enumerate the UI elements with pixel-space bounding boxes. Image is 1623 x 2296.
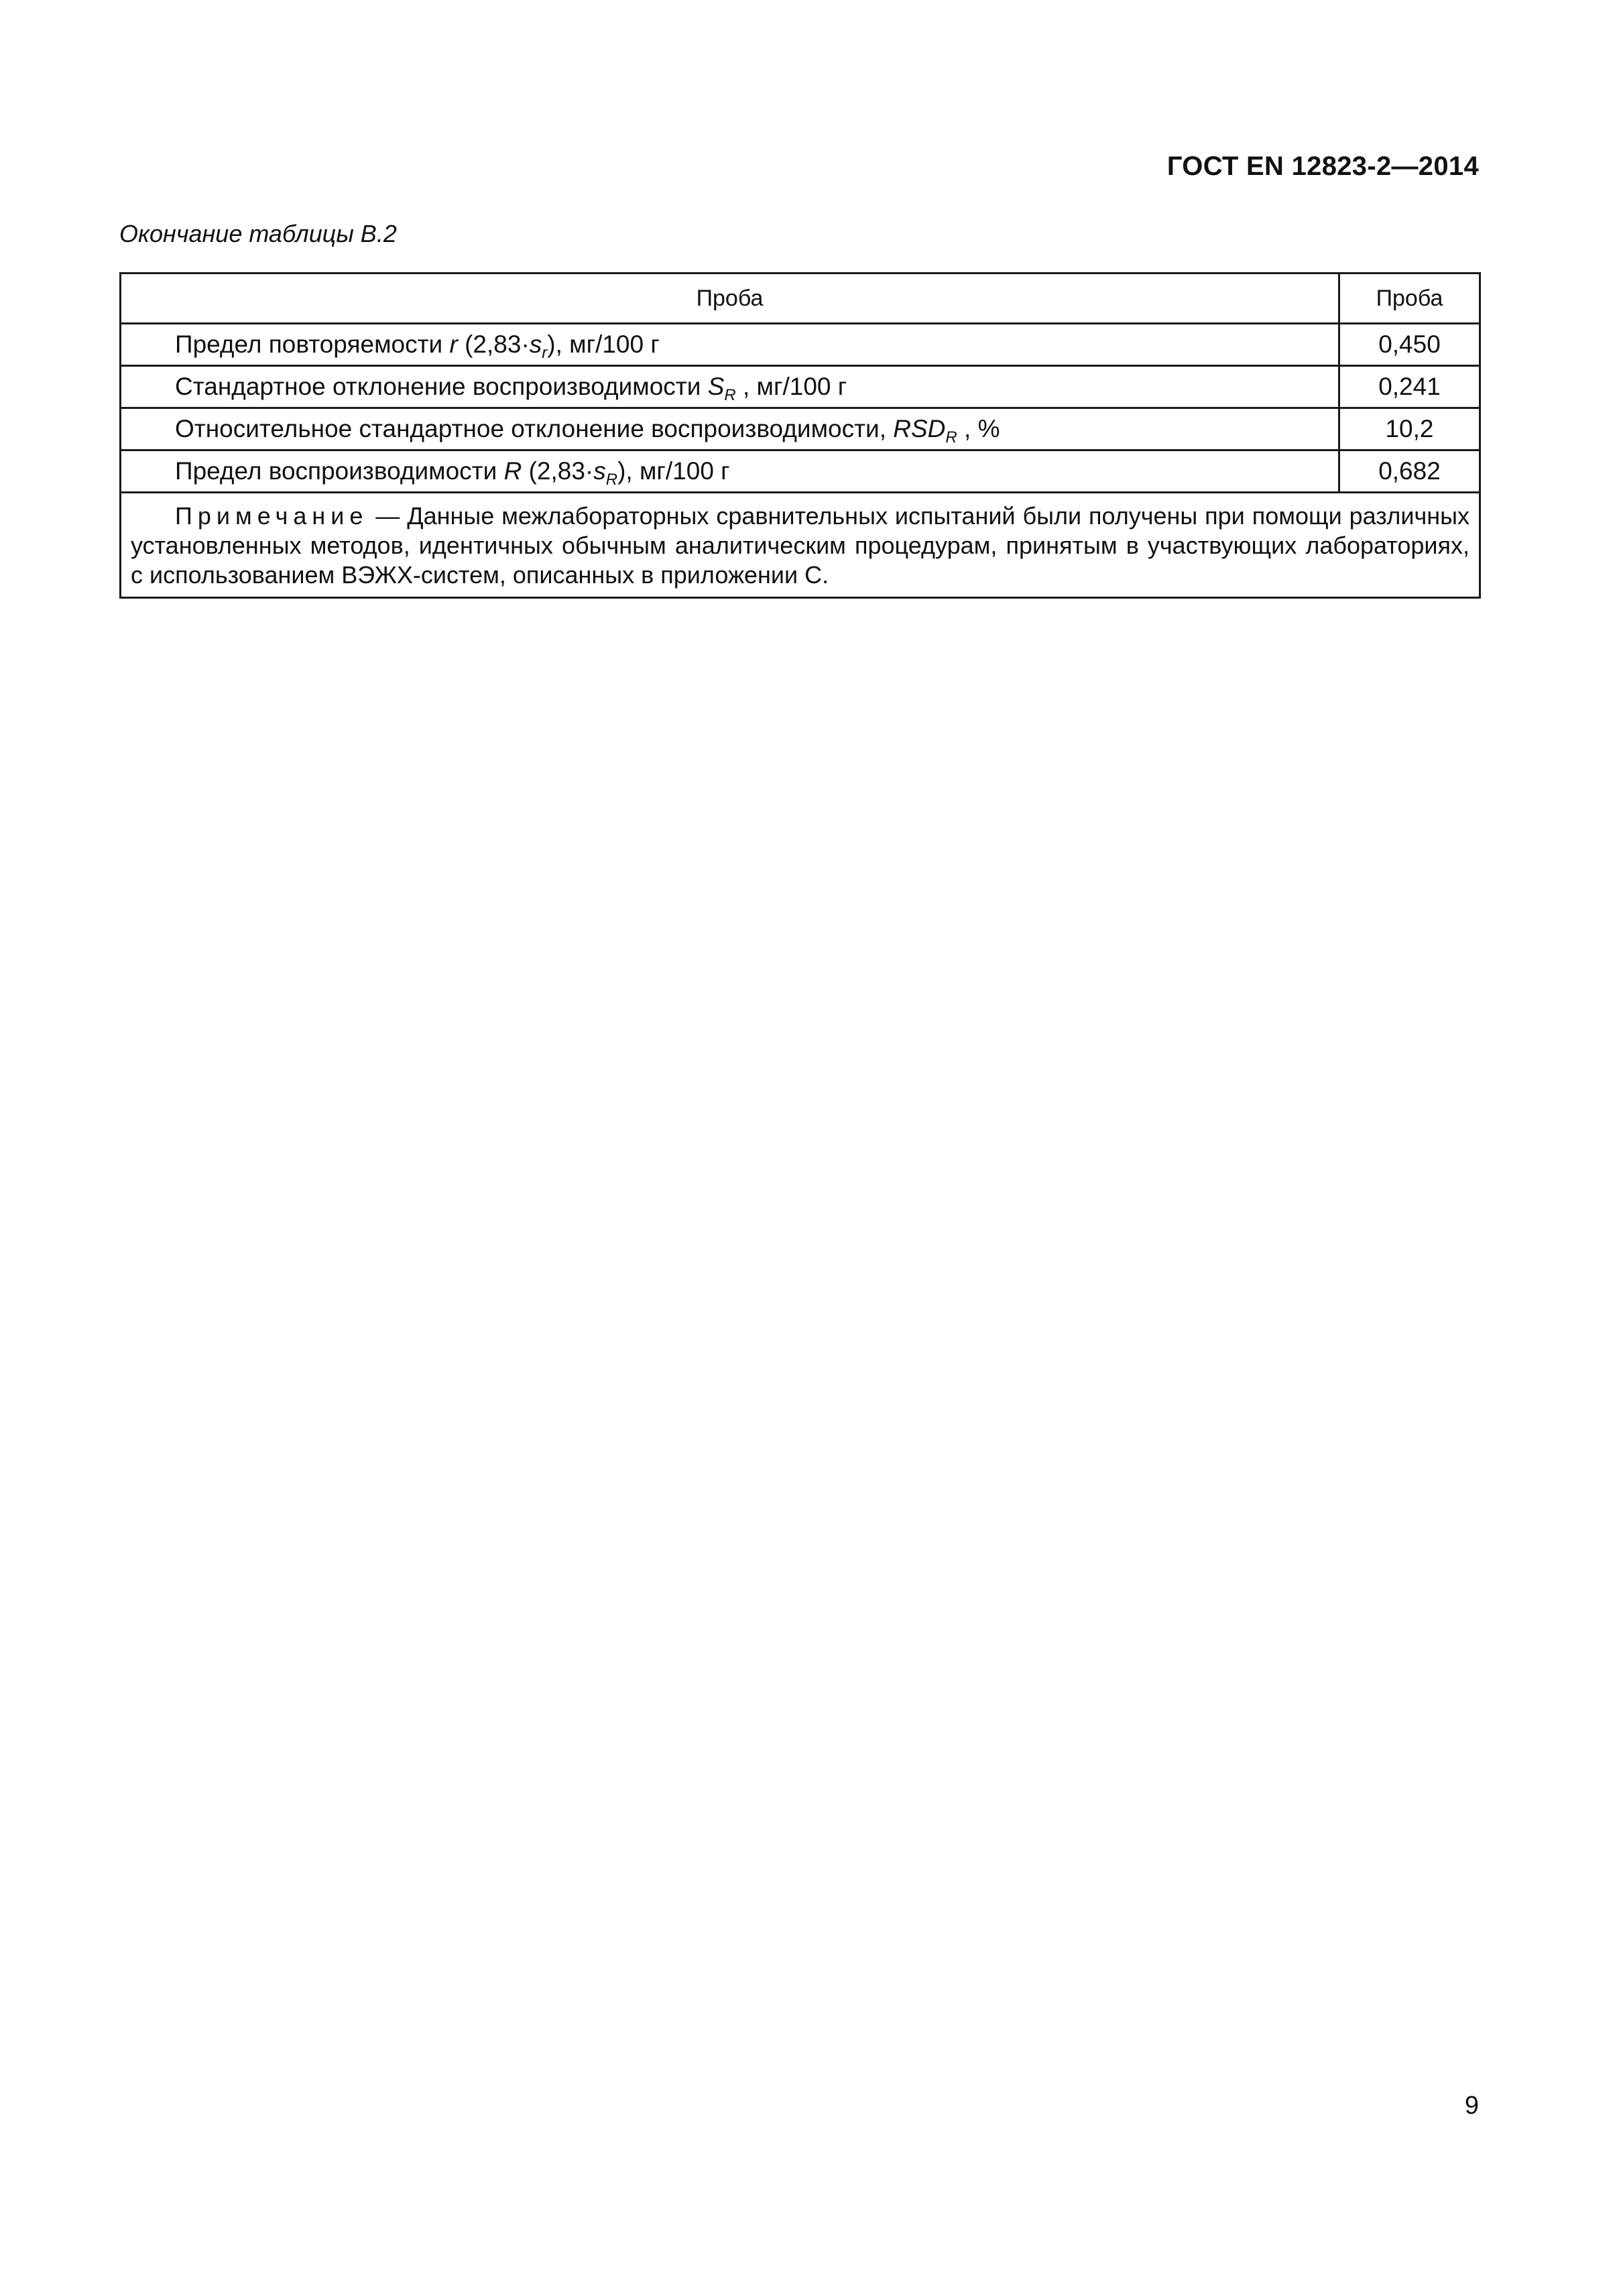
document-standard-id: ГОСТ EN 12823-2—2014 xyxy=(1166,152,1479,181)
row-value-repeatability-limit: 0,450 xyxy=(1339,324,1480,366)
row-value-reproducibility-sd: 0,241 xyxy=(1339,366,1480,408)
row-value-relative-reproducibility-sd: 10,2 xyxy=(1339,408,1480,450)
table-caption: Окончание таблицы В.2 xyxy=(119,220,397,247)
row-value-reproducibility-limit: 0,682 xyxy=(1339,450,1480,493)
row-label-repeatability-limit: Предел повторяемости r $(2,83\cdot s_r)$, мг/100 г xyxy=(121,324,1339,366)
column-header-sample-value: Проба xyxy=(1339,274,1480,324)
row-label-reproducibility-sd: Стандартное отклонение воспроизводимости $S_R$ , мг/100 г xyxy=(121,366,1339,408)
row-label-relative-reproducibility-sd: Относительное стандартное отклонение воспроизводимости, $RSD_R$ , % xyxy=(121,408,1339,450)
note-text: — Данные межлабораторных сравнительных испытаний были получены при помощи различных установленных методов, идентичных обычным аналитическим процедурам, принятым в участвующих лабораториях, с использованием ВЭЖХ-систем, описанных в приложении С. xyxy=(131,502,1469,589)
row-label-reproducibility-limit: Предел воспроизводимости R $(2,83\cdot s_R)$, мг/100 г xyxy=(121,450,1339,493)
results-table xyxy=(119,272,1481,599)
column-header-sample: Проба xyxy=(121,274,1339,324)
table-header-row xyxy=(121,274,1480,324)
table-row xyxy=(121,366,1480,408)
page-number: 9 xyxy=(1464,2092,1479,2120)
table-row xyxy=(121,408,1480,450)
note-prefix: Примечание xyxy=(175,502,369,530)
table-row xyxy=(121,324,1480,366)
table-row xyxy=(121,450,1480,493)
table-note-row xyxy=(121,493,1480,598)
table-note xyxy=(121,493,1480,598)
